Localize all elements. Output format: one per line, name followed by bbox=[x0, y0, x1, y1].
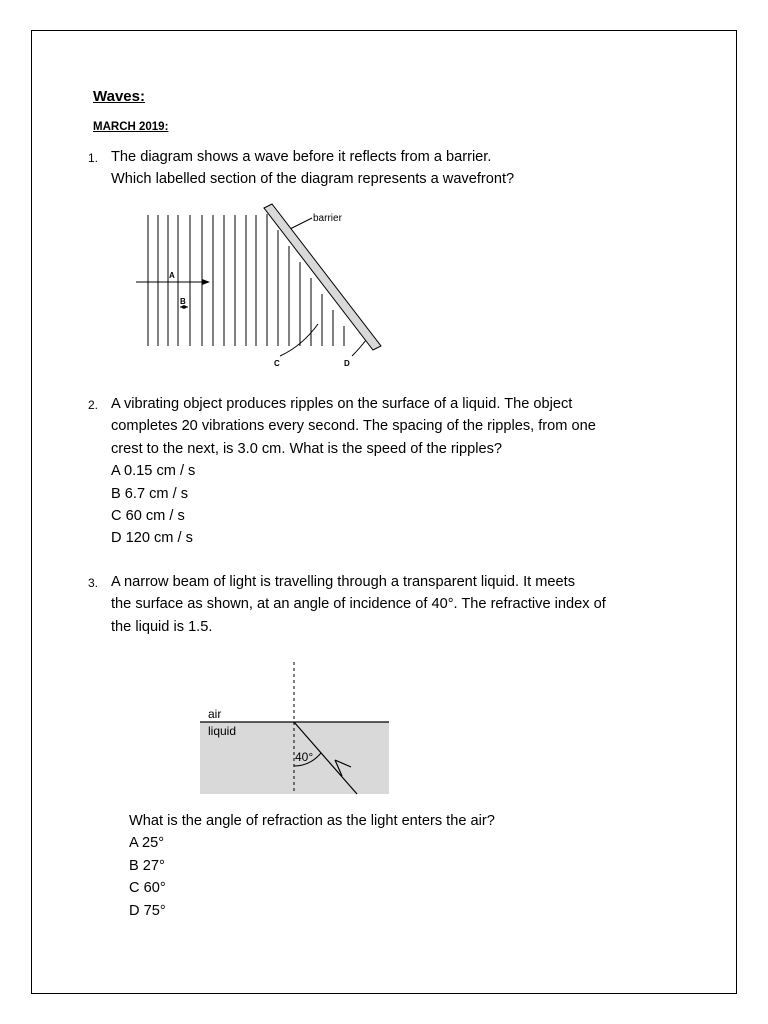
question-3-text bbox=[111, 571, 606, 638]
question-2-text bbox=[111, 393, 596, 550]
label-liquid: liquid bbox=[208, 724, 237, 738]
label-angle: 40° bbox=[295, 750, 314, 764]
label-c: C bbox=[274, 359, 280, 368]
question-2-number: 2. bbox=[88, 398, 99, 412]
question-1-number: 1. bbox=[88, 151, 99, 165]
question-3-line-1: A narrow beam of light is travelling through a transparent liquid. It meets bbox=[111, 574, 575, 590]
page-title: Waves: bbox=[93, 88, 145, 105]
question-3-option-a: A 25° bbox=[129, 835, 165, 852]
question-3-option-d: D 75° bbox=[129, 902, 166, 919]
question-2-option-c: C 60 cm / s bbox=[111, 508, 185, 525]
question-2-option-d: D 120 cm / s bbox=[111, 530, 193, 547]
label-a: A bbox=[169, 271, 175, 280]
question-1-line-2: Which labelled section of the diagram represents a wavefront? bbox=[111, 171, 515, 188]
question-2-line-3: crest to the next, is 3.0 cm. What is the speed of the ripples? bbox=[111, 440, 502, 457]
question-1-line-1: The diagram shows a wave before it reflects from a barrier. bbox=[111, 149, 492, 165]
question-2-line-2: completes 20 vibrations every second. The spacing of the ripples, from one bbox=[111, 418, 596, 435]
label-air: air bbox=[208, 707, 222, 721]
question-2-option-a: A 0.15 cm / s bbox=[111, 463, 196, 480]
question-3-line-3: the liquid is 1.5. bbox=[111, 618, 213, 635]
refraction-diagram bbox=[198, 660, 392, 796]
question-3-number: 3. bbox=[88, 576, 99, 590]
question-1-text bbox=[111, 146, 514, 191]
question-3-option-b: B 27° bbox=[129, 857, 165, 874]
question-3-line-2: the surface as shown, at an angle of incidence of 40°. The refractive index of bbox=[111, 596, 606, 613]
section-subtitle: MARCH 2019: bbox=[93, 121, 169, 133]
wave-barrier-diagram bbox=[130, 200, 390, 375]
label-b: B bbox=[180, 297, 186, 306]
question-2-line-1: A vibrating object produces ripples on the surface of a liquid. The object bbox=[111, 396, 573, 412]
question-3-question: What is the angle of refraction as the light enters the air? bbox=[129, 813, 495, 829]
question-3-option-c: C 60° bbox=[129, 880, 166, 897]
label-d: D bbox=[344, 359, 350, 368]
label-barrier: barrier bbox=[313, 213, 342, 224]
question-3-followup bbox=[129, 810, 495, 922]
question-2-option-b: B 6.7 cm / s bbox=[111, 485, 189, 502]
